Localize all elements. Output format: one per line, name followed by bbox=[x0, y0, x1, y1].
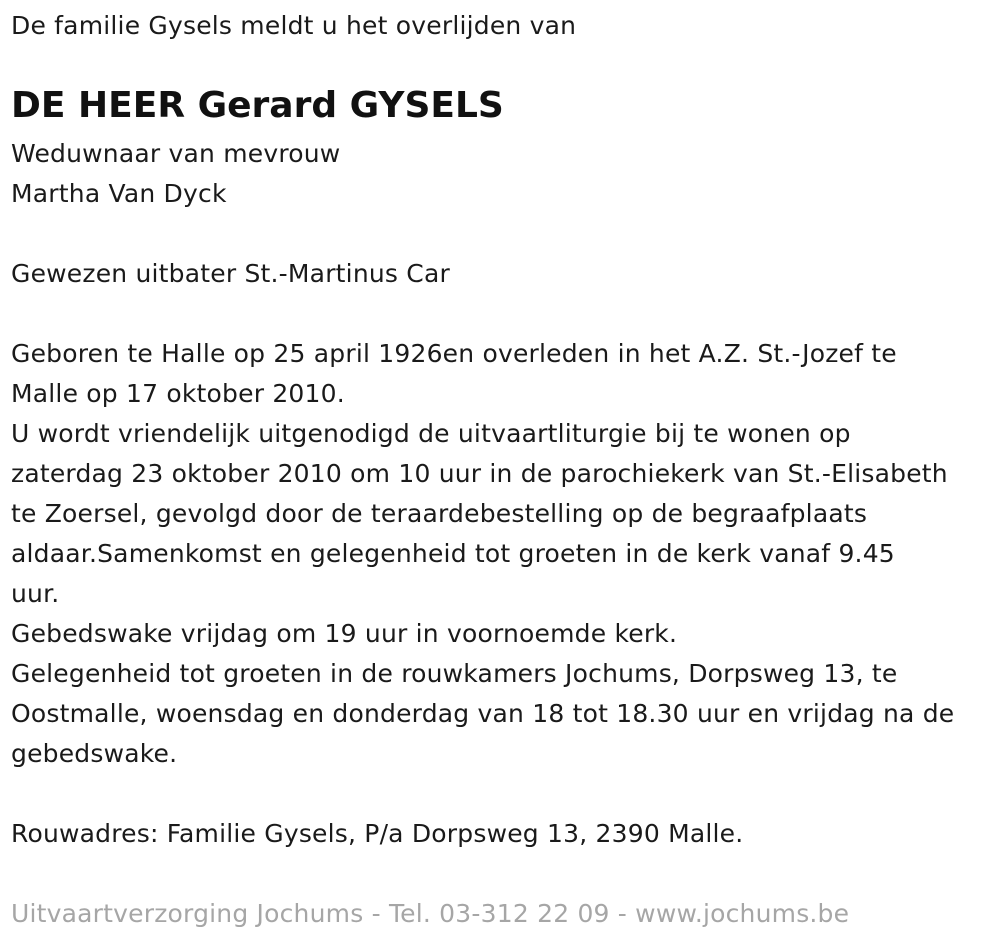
details-line: Malle op 17 oktober 2010. bbox=[11, 379, 345, 408]
spouse-name: Martha Van Dyck bbox=[11, 179, 227, 208]
details-line: zaterdag 23 oktober 2010 om 10 uur in de parochiekerk van St.-Elisabeth bbox=[11, 459, 948, 488]
details-line: Geboren te Halle op 25 april 1926en overleden in het A.Z. St.-Jozef te bbox=[11, 339, 897, 368]
details-line: aldaar.Samenkomst en gelegenheid tot groeten in de kerk vanaf 9.45 bbox=[11, 539, 895, 568]
spouse-line: Weduwnaar van mevrouw bbox=[11, 139, 341, 168]
details-line: Oostmalle, woensdag en donderdag van 18 tot 18.30 uur en vrijdag na de bbox=[11, 699, 955, 728]
details-line: gebedswake. bbox=[11, 739, 178, 768]
mourning-address-block bbox=[11, 814, 743, 854]
mourning-address: Rouwadres: Familie Gysels, P/a Dorpsweg 13, 2390 Malle. bbox=[11, 819, 744, 848]
details-line: Gelegenheid tot groeten in de rouwkamers Jochums, Dorpsweg 13, te bbox=[11, 659, 898, 688]
details-line: U wordt vriendelijk uitgenodigd de uitvaartliturgie bij te wonen op bbox=[11, 419, 851, 448]
occupation-text: Gewezen uitbater St.-Martinus Car bbox=[11, 259, 450, 288]
funeral-details bbox=[11, 334, 954, 774]
occupation-block bbox=[11, 254, 450, 294]
funeral-director-footer: Uitvaartverzorging Jochums - Tel. 03-312 22 09 - www.jochums.be bbox=[11, 899, 850, 928]
details-line: Gebedswake vrijdag om 19 uur in voornoemde kerk. bbox=[11, 619, 678, 648]
intro-text: De familie Gysels meldt u het overlijden van bbox=[11, 11, 577, 40]
details-line: te Zoersel, gevolgd door de teraardebestelling op de begraafplaats bbox=[11, 499, 868, 528]
deceased-name: DE HEER Gerard GYSELS bbox=[11, 85, 504, 126]
details-line: uur. bbox=[11, 579, 60, 608]
spouse-block bbox=[11, 134, 340, 214]
